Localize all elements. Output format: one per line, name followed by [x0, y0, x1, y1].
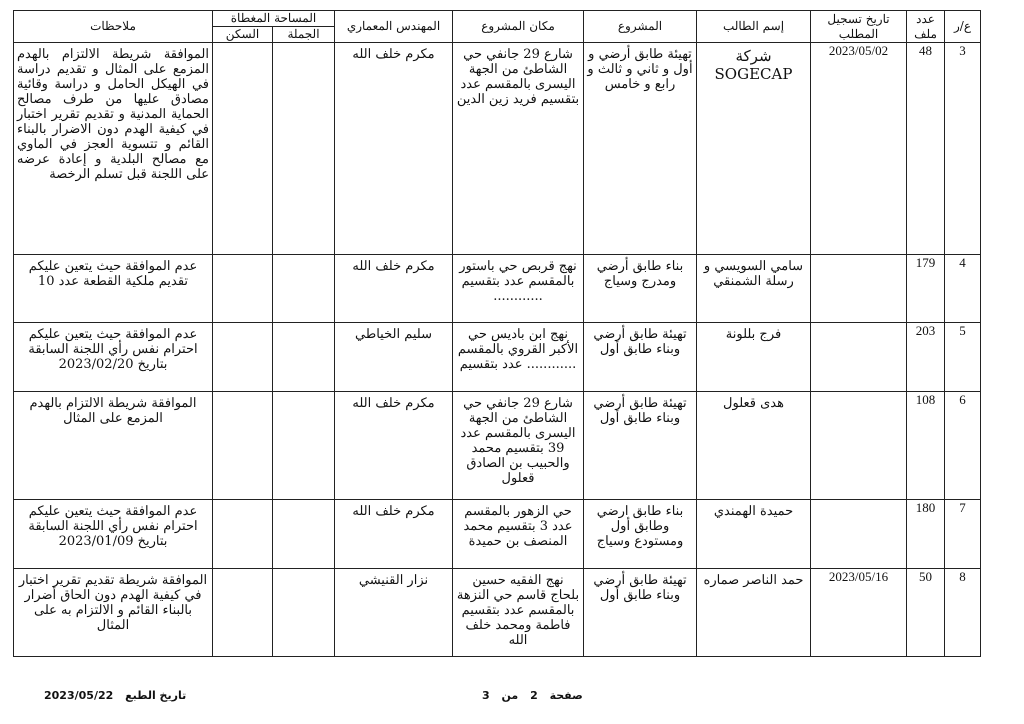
header-architect: المهندس المعماري	[335, 11, 453, 43]
cell-notes: الموافقة شريطة تقديم تقرير اختبار في كيفية الهدم دون الحاق أضرار بالبناء القائم و الالتزام به على المثال	[14, 569, 213, 657]
cell-file-no: 179	[907, 255, 945, 323]
page-total: 3	[482, 689, 490, 702]
table-row	[14, 43, 981, 255]
header-area-total: الجملة	[273, 27, 335, 43]
cell-area-total	[273, 569, 335, 657]
cell-architect: نزار القنيشي	[335, 569, 453, 657]
header-reg-date: تاريخ تسجيل المطلب	[811, 11, 907, 43]
cell-area-total	[273, 43, 335, 255]
cell-file-no: 48	[907, 43, 945, 255]
cell-index: 7	[945, 500, 981, 569]
table-row	[14, 500, 981, 569]
cell-project: بناء طابق أرضي ومدرج وسياج	[584, 255, 697, 323]
cell-area-housing	[213, 43, 273, 255]
print-label: تاريخ الطبع	[125, 689, 187, 702]
cell-index: 5	[945, 323, 981, 392]
cell-location: نهج ابن باديس حي الأكبر القروي بالمقسم ............ عدد بتقسيم	[453, 323, 584, 392]
table-row	[14, 255, 981, 323]
page-number	[478, 689, 587, 702]
cell-architect: مكرم خلف الله	[335, 392, 453, 500]
cell-location: نهج قربص حي باستور بالمقسم عدد بتقسيم ............	[453, 255, 584, 323]
cell-project: تهيئة طابق أرضي وبناء طابق أول	[584, 323, 697, 392]
cell-reg-date	[811, 323, 907, 392]
cell-reg-date	[811, 500, 907, 569]
cell-area-housing	[213, 569, 273, 657]
cell-notes: الموافقة شريطة الالتزام بالهدم المزمع على المثال	[14, 392, 213, 500]
cell-project: بناء طابق ارضي وطابق أول ومستودع وسياج	[584, 500, 697, 569]
cell-architect: سليم الخياطي	[335, 323, 453, 392]
cell-location: حي الزهور بالمقسم عدد 3 بتقسيم محمد المنصف بن حميدة	[453, 500, 584, 569]
cell-file-no: 203	[907, 323, 945, 392]
cell-area-total	[273, 500, 335, 569]
applications-table	[13, 10, 981, 657]
cell-area-total	[273, 255, 335, 323]
print-date-value: 2023/05/22	[44, 689, 114, 702]
header-file-no: عدد ملف	[907, 11, 945, 43]
cell-area-housing	[213, 500, 273, 569]
cell-area-total	[273, 392, 335, 500]
table-row	[14, 392, 981, 500]
header-project: المشروع	[584, 11, 697, 43]
cell-applicant: حميدة الهمندي	[697, 500, 811, 569]
cell-area-housing	[213, 392, 273, 500]
cell-area-total	[273, 323, 335, 392]
page-current: 2	[530, 689, 538, 702]
cell-location: نهج الفقيه حسين بلحاج قاسم حي النزهة بالمقسم عدد بتقسيم فاطمة ومحمد خلف الله	[453, 569, 584, 657]
cell-index: 6	[945, 392, 981, 500]
cell-notes: عدم الموافقة حيث يتعين عليكم احترام نفس رأي اللجنة السابقة بتاريخ 2023/02/20	[14, 323, 213, 392]
cell-applicant: شركة SOGECAP	[697, 43, 811, 255]
cell-project: تهيئة طابق أرضي وبناء طابق أول	[584, 569, 697, 657]
header-covered-area: المساحة المغطاة	[213, 11, 335, 27]
header-applicant: إسم الطالب	[697, 11, 811, 43]
cell-notes: عدم الموافقة حيث يتعين عليكم احترام نفس رأي اللجنة السابقة بتاريخ 2023/01/09	[14, 500, 213, 569]
header-index: ع/ر	[945, 11, 981, 43]
cell-file-no: 108	[907, 392, 945, 500]
cell-index: 3	[945, 43, 981, 255]
cell-applicant: هدى قعلول	[697, 392, 811, 500]
cell-architect: مكرم خلف الله	[335, 500, 453, 569]
cell-index: 4	[945, 255, 981, 323]
cell-project: تهيئة طابق أرضي و أول و ثاني و ثالث و رابع و خامس	[584, 43, 697, 255]
table-row	[14, 569, 981, 657]
cell-reg-date: 2023/05/16	[811, 569, 907, 657]
cell-applicant: حمد الناصر صماره	[697, 569, 811, 657]
print-date	[40, 689, 190, 702]
header-area-housing: السكن	[213, 27, 273, 43]
cell-reg-date	[811, 255, 907, 323]
cell-file-no: 180	[907, 500, 945, 569]
table-row	[14, 323, 981, 392]
cell-applicant: فرج بللونة	[697, 323, 811, 392]
header-location: مكان المشروع	[453, 11, 584, 43]
cell-applicant: سامي السويسي و رسلة الشمنقي	[697, 255, 811, 323]
cell-file-no: 50	[907, 569, 945, 657]
header-notes: ملاحظات	[14, 11, 213, 43]
cell-notes: عدم الموافقة حيث يتعين عليكم تقديم ملكية القطعة عدد 10	[14, 255, 213, 323]
cell-reg-date: 2023/05/02	[811, 43, 907, 255]
cell-location: شارع 29 جانفي حي الشاطئ من الجهة اليسرى بالمقسم عدد بتقسيم فريد زين الدين	[453, 43, 584, 255]
cell-index: 8	[945, 569, 981, 657]
cell-notes: الموافقة شريطة الالتزام بالهدم المزمع على المثال و تقديم دراسة في الهيكل الحامل و دراسة وقائية مصادق عليها من طرف مصالح الحماية المدنية و تقديم تقرير اختبار في كيفية الهدم دون الاضرار بالبناء القائم و تتسوية العجز في الماوي مع مصالح البلدية و إعادة عرضه على اللجنة قبل تسلم الرخصة	[14, 43, 213, 255]
cell-reg-date	[811, 392, 907, 500]
cell-project: تهيئة طابق أرضي وبناء طابق أول	[584, 392, 697, 500]
cell-area-housing	[213, 255, 273, 323]
page-label: صفحة	[549, 689, 583, 702]
page-of: من	[501, 689, 519, 702]
cell-architect: مكرم خلف الله	[335, 43, 453, 255]
cell-location: شارع 29 جانفي حي الشاطئ من الجهة اليسرى بالمقسم عدد 39 بتقسيم محمد والحبيب بن الصادق قعلول	[453, 392, 584, 500]
cell-architect: مكرم خلف الله	[335, 255, 453, 323]
cell-area-housing	[213, 323, 273, 392]
